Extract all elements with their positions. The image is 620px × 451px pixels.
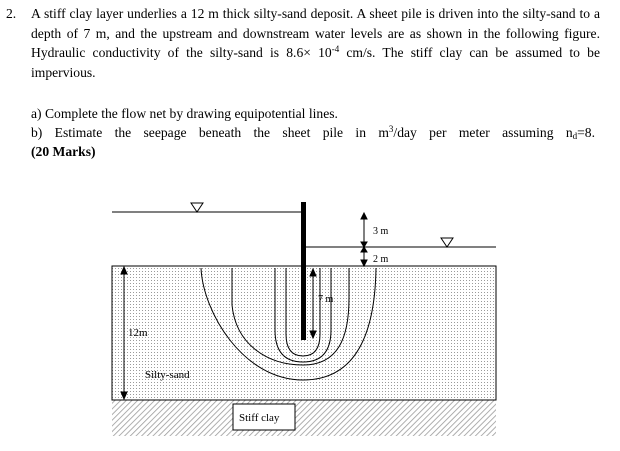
downstream-water-triangle-icon bbox=[441, 238, 453, 247]
conductivity-exponent: -4 bbox=[331, 44, 340, 55]
label-2m: 2 m bbox=[373, 254, 389, 265]
sheet-pile bbox=[301, 202, 306, 340]
conductivity-base: 10 bbox=[310, 45, 332, 61]
part-b-sub: d bbox=[572, 131, 578, 141]
dimension-3m-2m bbox=[361, 213, 367, 266]
part-b-sup: 3 bbox=[388, 124, 394, 134]
question-number: 2. bbox=[6, 6, 17, 21]
label-12m: 12m bbox=[128, 327, 148, 339]
marks-label: (20 Marks) bbox=[31, 144, 96, 159]
part-a: a) Complete the flow net by drawing equipotential lines. bbox=[31, 106, 338, 121]
stiff-clay-layer bbox=[112, 400, 496, 436]
part-b-text: b) Estimate the seepage beneath the sheet pile in m bbox=[31, 125, 389, 140]
part-b-text-2: /day per meter assuming n bbox=[393, 125, 573, 140]
intro-text-end: cm/s. The stiff clay can be assumed to be impervious. bbox=[31, 45, 600, 80]
upstream-water-triangle-icon bbox=[191, 203, 203, 212]
label-3m: 3 m bbox=[373, 226, 389, 237]
label-7m: 7 m bbox=[318, 294, 334, 305]
intro-text: A stiff clay layer underlies a 12 m thick silty-sand deposit. A sheet pile is driven into the silty-sand to a depth of 7 m, and the upstream and downstream water levels are as shown in the following figure. Hydraulic conductivity of the silty-sand is 8.6× bbox=[31, 6, 600, 61]
label-stiff-clay: Stiff clay bbox=[239, 412, 280, 424]
part-b-text-3: =8. bbox=[577, 125, 596, 140]
label-silty-sand: Silty-sand bbox=[145, 369, 190, 381]
